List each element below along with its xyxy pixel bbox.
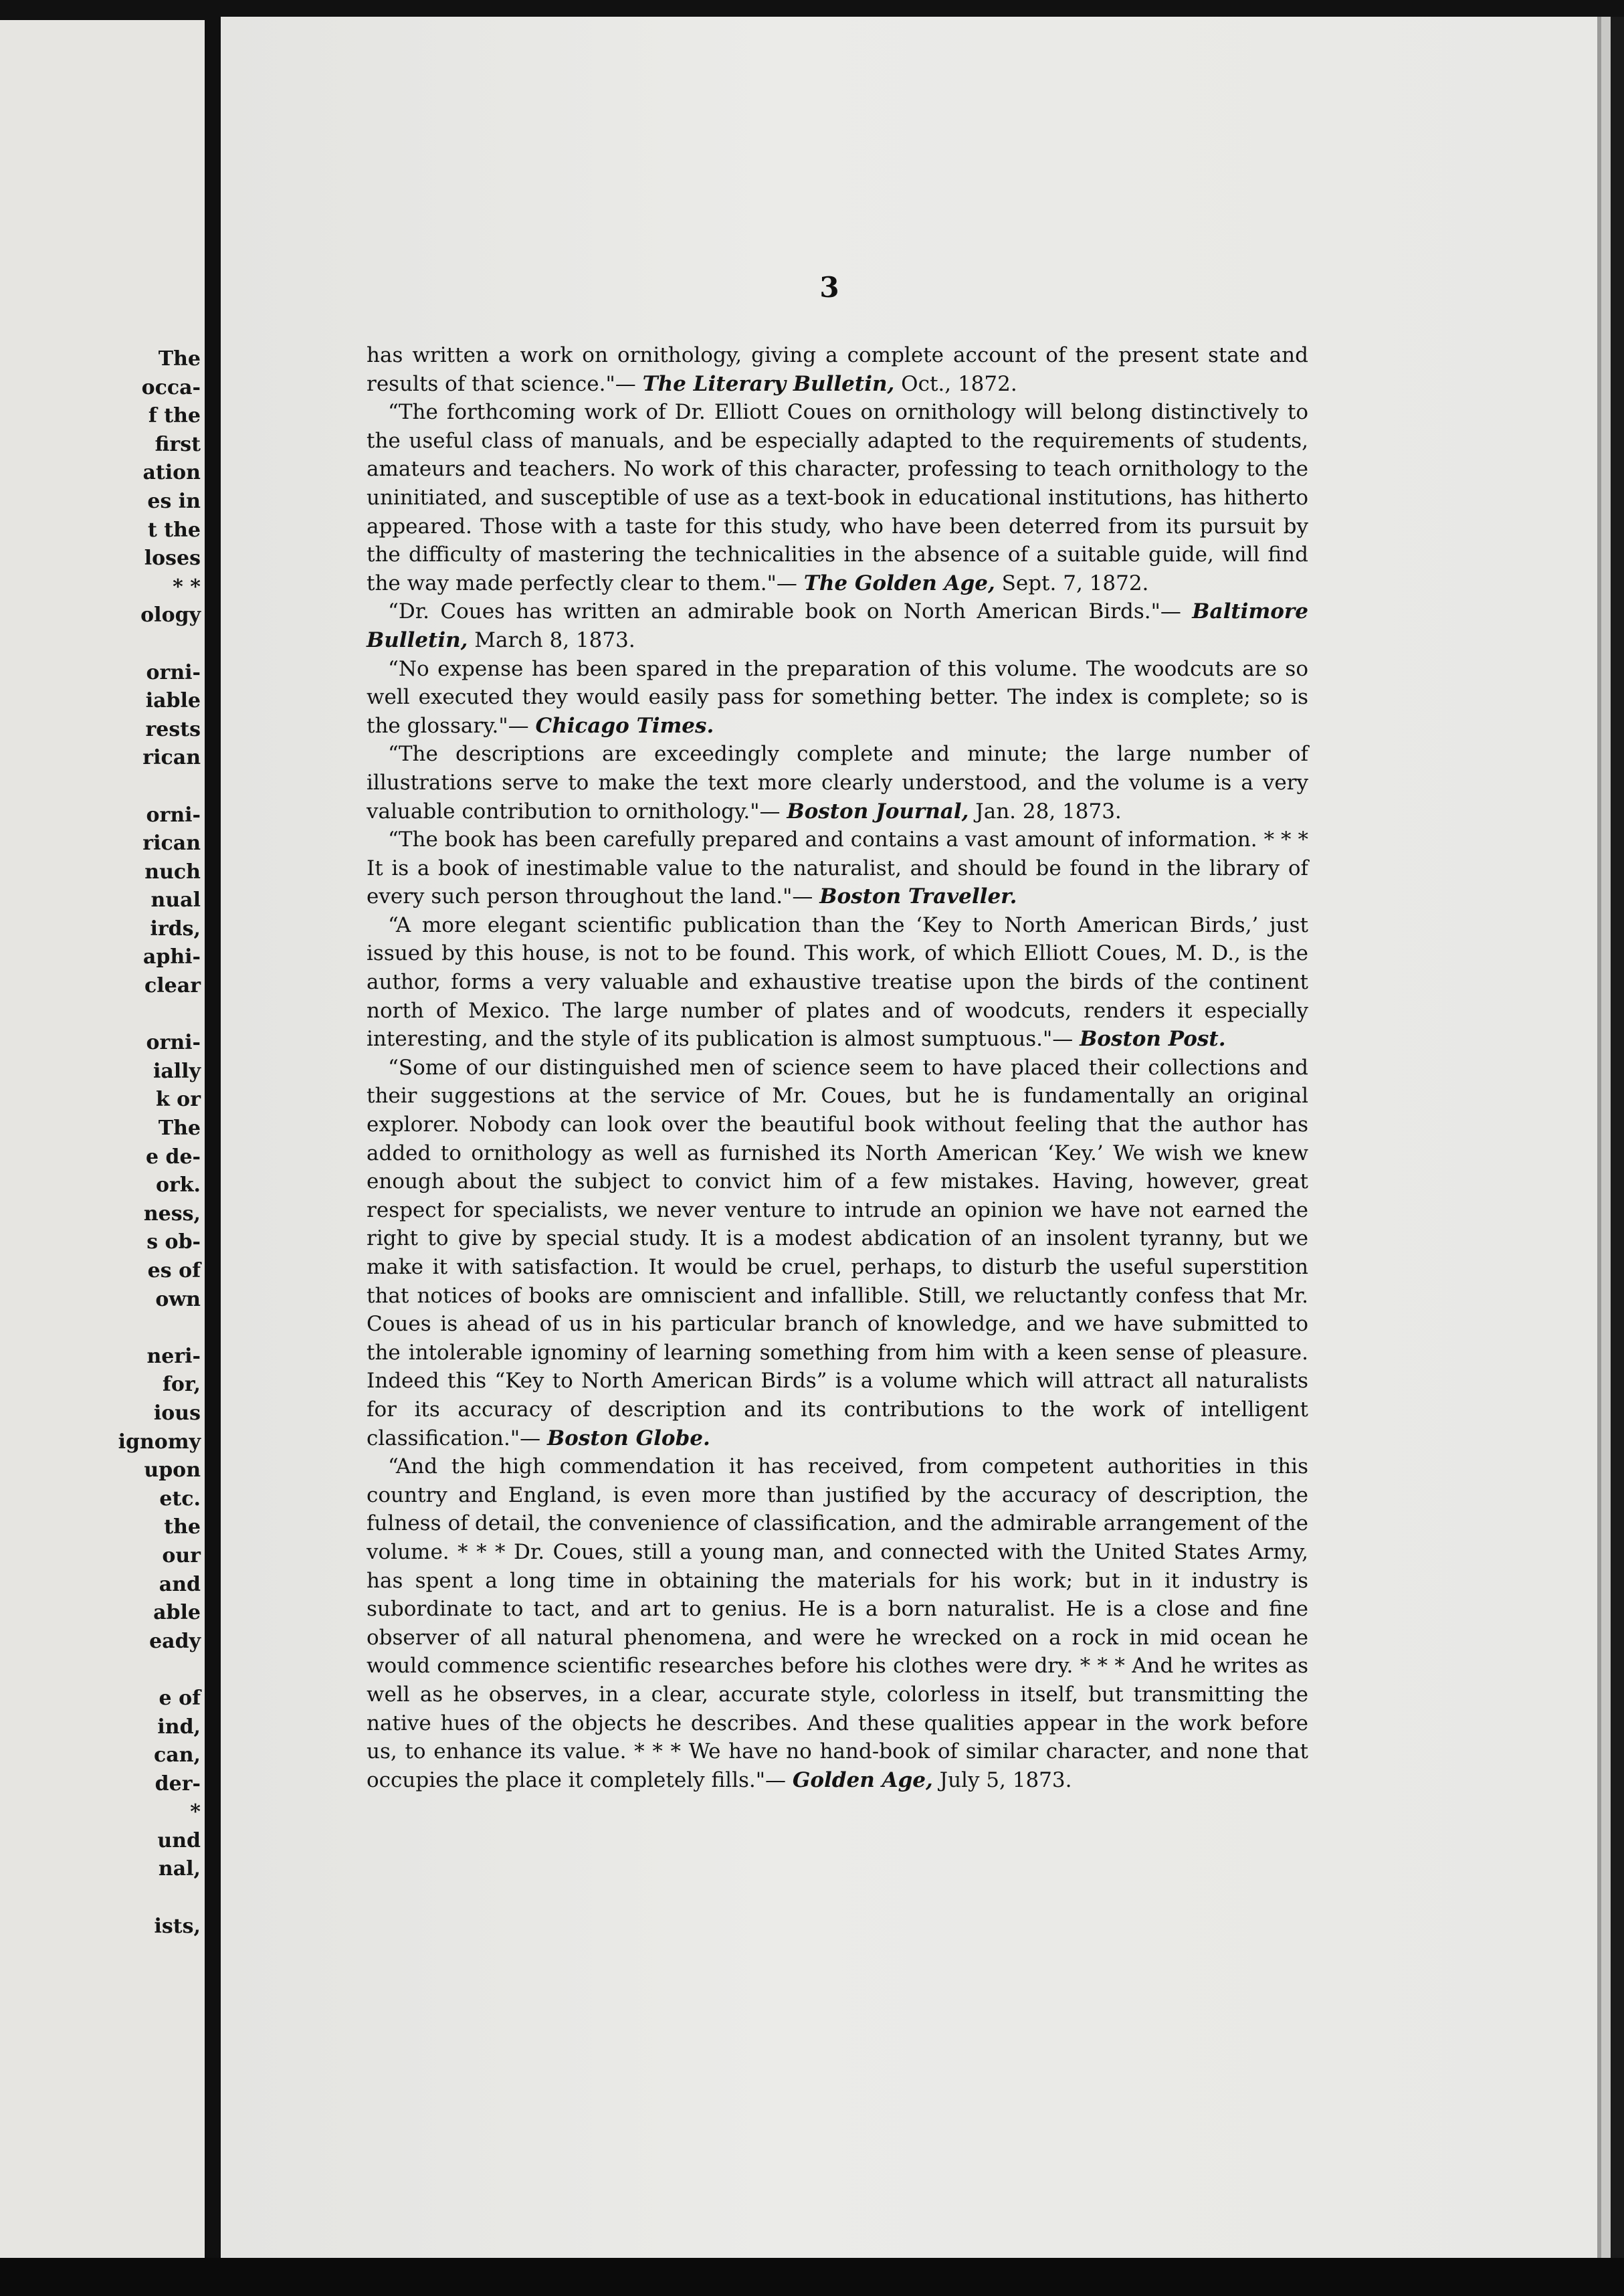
- facing-page-fragment: ious: [153, 1401, 201, 1425]
- facing-page-fragment: nuch: [144, 860, 201, 884]
- publication-date: Jan. 28, 1873.: [969, 799, 1122, 824]
- facing-page-fragment: und: [157, 1828, 201, 1852]
- facing-page-fragment: ness,: [143, 1202, 201, 1226]
- facing-page-fragment: ignomy: [118, 1430, 201, 1454]
- review-paragraph: [367, 341, 1308, 398]
- facing-page-fragment: e de-: [145, 1145, 201, 1169]
- review-paragraph: [367, 740, 1308, 826]
- review-paragraph: [367, 655, 1308, 741]
- facing-page-fragment: eady: [149, 1629, 201, 1653]
- facing-page-fragment: ind,: [157, 1715, 201, 1739]
- facing-page-fragment: The: [158, 1117, 201, 1141]
- facing-page-fragment: own: [155, 1287, 201, 1311]
- facing-page-fragment: [0, 1656, 201, 1685]
- facing-page-fragment: orni-: [146, 1031, 201, 1055]
- review-paragraph: [367, 1452, 1308, 1794]
- publication-source: The Golden Age,: [803, 571, 995, 595]
- facing-page-fragment: ork.: [155, 1173, 201, 1198]
- facing-page-fragment: for,: [163, 1373, 201, 1397]
- quote-text: “Some of our distinguished men of science seem to have placed their collections and their suggestions at the service of Mr. Coues, but he is fundamentally an original explorer. Nobody can look over the beautiful book without feeling that the author has added to ornithology as well as furnished its North American ‘Key.’ We wish we knew enough about the subject to convict him of a few mistakes. Having, however, great respect for specialists, we never venture to intrude an opinion we have not earned the right to give by special study. It is a modest abdication of an insolent tyranny, but we make it with satisfaction. It would be cruel, perhaps, to disturb the useful superstition that notices of books are omniscient and infallible. Still, we reluctantly confess that Mr. Coues is ahead of us in his particular branch of knowledge, and we have submitted to the intolerable ignominy of learning something from him with a keen sense of pleasure. Indeed this “Key to North American Birds” is a volume which will attract all naturalists for its accuracy of description and its contributions to the work of intelligent classification."—: [367, 1055, 1308, 1450]
- facing-page-fragment: t the: [147, 518, 201, 542]
- facing-page-fragment: rican: [142, 746, 201, 770]
- facing-page-fragment: f the: [148, 404, 201, 428]
- facing-page-fragment: ists,: [154, 1914, 201, 1938]
- facing-page-fragment: able: [153, 1601, 201, 1625]
- facing-page-fragment: e of: [159, 1686, 201, 1710]
- publication-date: Oct., 1872.: [894, 371, 1017, 396]
- facing-page-fragment: es in: [147, 489, 201, 513]
- facing-page-fragment: can,: [154, 1743, 201, 1767]
- facing-page-fragment: rican: [142, 832, 201, 856]
- facing-page-fragment: [0, 1314, 201, 1343]
- facing-page-fragment: rests: [145, 717, 201, 741]
- quote-text: “Dr. Coues has written an admirable book on North American Birds."—: [388, 599, 1193, 624]
- facing-page-fragment: iable: [145, 689, 201, 713]
- facing-page-fragment: ology: [140, 603, 201, 628]
- facing-page-fragment: the: [164, 1515, 201, 1539]
- facing-page-fragment: der-: [155, 1772, 201, 1796]
- facing-page-fragment: occa-: [141, 375, 201, 399]
- facing-page-fragment: [0, 773, 201, 801]
- book-gutter: [205, 20, 221, 2268]
- review-paragraph: [367, 826, 1308, 911]
- publication-source: The Literary Bulletin,: [642, 371, 895, 396]
- facing-page-fragment: *: [190, 1800, 201, 1824]
- facing-page-fragment: neri-: [146, 1344, 201, 1368]
- facing-page-fragment: * *: [173, 575, 201, 599]
- facing-page-fragment: nal,: [158, 1857, 201, 1881]
- publication-source: Chicago Times.: [535, 713, 714, 738]
- facing-page-fragment: etc.: [159, 1487, 201, 1511]
- facing-page-fragment: es of: [147, 1259, 201, 1282]
- facing-page-fragment: clear: [144, 974, 201, 998]
- facing-page-fragment: [0, 630, 201, 659]
- publication-date: Sept. 7, 1872.: [995, 571, 1149, 595]
- facing-page-fragment: nual: [150, 888, 201, 913]
- quote-text: “The forthcoming work of Dr. Elliott Coues on ornithology will belong distinctively to the useful class of manuals, and be especially adapted to the requirements of students, amateurs and teachers. No work of this character, professing to teach ornithology to the uninitiated, and susceptible of use as a text-book in educational institutions, has hitherto appeared. Those with a taste for this study, who have been deterred from its pursuit by the difficulty of mastering the technicalities in the absence of a suitable guide, will find the way made perfectly clear to them."—: [367, 400, 1308, 595]
- publication-source: Boston Globe.: [546, 1426, 710, 1450]
- facing-page-fragment: k or: [155, 1088, 201, 1112]
- review-paragraph: [367, 597, 1308, 654]
- quote-text: has written a work on ornithology, giving a complete account of the present state and results of that science."—: [367, 343, 1308, 396]
- facing-page-fragment: and: [159, 1572, 201, 1596]
- facing-page-fragment: orni-: [146, 803, 201, 827]
- scan-border-right: [1611, 17, 1624, 2278]
- publication-date: July 5, 1873.: [932, 1767, 1072, 1792]
- facing-page-fragment: irds,: [150, 917, 201, 941]
- facing-page-fragment: s ob-: [146, 1230, 201, 1254]
- publication-source: Boston Post.: [1080, 1027, 1226, 1052]
- facing-page-fragment: ially: [153, 1059, 201, 1083]
- page-number: 3: [819, 271, 839, 304]
- facing-page-fragment: [0, 1884, 201, 1913]
- quote-text: “The book has been carefully prepared and contains a vast amount of information. * * * It is a book of inestimable value to the naturalist, and should be found in the library of every such person throughout the land."—: [367, 828, 1308, 909]
- facing-page-fragment: orni-: [146, 660, 201, 684]
- facing-page-fragment: our: [162, 1543, 201, 1567]
- facing-page-fragment: upon: [144, 1458, 201, 1482]
- quote-text: “And the high commendation it has received, from competent authorities in this country and England, is even more than justified by the accuracy of description, the fulness of detail, the convenience of classification, and the admirable arrangement of the volume. * * * Dr. Coues, still a young man, and connected with the United States Army, has spent a long time in obtaining the materials for his work; but in it industry is subordinate to tact, and art to genius. He is a born naturalist. He is a close and fine observer of all natural phenomena, and were he wrecked on a rock in mid ocean he would commence scientific researches before his clothes were dry. * * * And he writes as well as he observes, in a clear, accurate style, colorless in itself, but transmitting the native hues of the objects he describes. And these qualities appear in the work before us, to enhance its value. * * * We have no hand-book of similar character, and none that occupies the place it completely fills."—: [367, 1454, 1308, 1792]
- review-paragraph: [367, 1054, 1308, 1452]
- publication-source: Boston Traveller.: [819, 884, 1017, 909]
- review-paragraph: [367, 911, 1308, 1054]
- publication-source: Boston Journal,: [787, 799, 969, 824]
- page-edge: [1601, 17, 1611, 2258]
- facing-page-text-fragments: [0, 20, 201, 1941]
- facing-page-fragment: first: [155, 432, 201, 456]
- quote-text: “A more elegant scientific publication than the ‘Key to North American Birds,’ just issued by this house, is not to be found. This work, of which Elliott Coues, M. D., is the author, forms a very valuable and exhaustive treatise upon the birds of the continent north of Mexico. The large number of plates and of woodcuts, renders it especially interesting, and the style of its publication is almost sumptuous."—: [367, 913, 1308, 1052]
- facing-page-fragment: ation: [142, 461, 201, 485]
- publication-date: March 8, 1873.: [468, 628, 635, 652]
- publication-source: Golden Age,: [792, 1767, 933, 1792]
- review-paragraph: [367, 398, 1308, 597]
- publication-source: Baltimore Bulletin,: [367, 599, 1308, 652]
- facing-page-fragment: The: [158, 347, 201, 371]
- scan-border-bottom: [0, 2258, 1624, 2296]
- review-excerpts: [367, 341, 1308, 1794]
- facing-page-fragment: loses: [144, 547, 201, 571]
- facing-page-fragment: [0, 1001, 201, 1030]
- quote-text: “The descriptions are exceedingly complete and minute; the large number of illustrations serve to make the text more clearly understood, and the volume is a very valuable contribution to ornithology."—: [367, 742, 1308, 824]
- facing-page-fragment: aphi-: [142, 945, 201, 969]
- facing-page-edge: [0, 20, 205, 2258]
- quote-text: “No expense has been spared in the preparation of this volume. The woodcuts are so well executed they would easily pass for something better. The index is complete; so is the glossary."—: [367, 656, 1308, 738]
